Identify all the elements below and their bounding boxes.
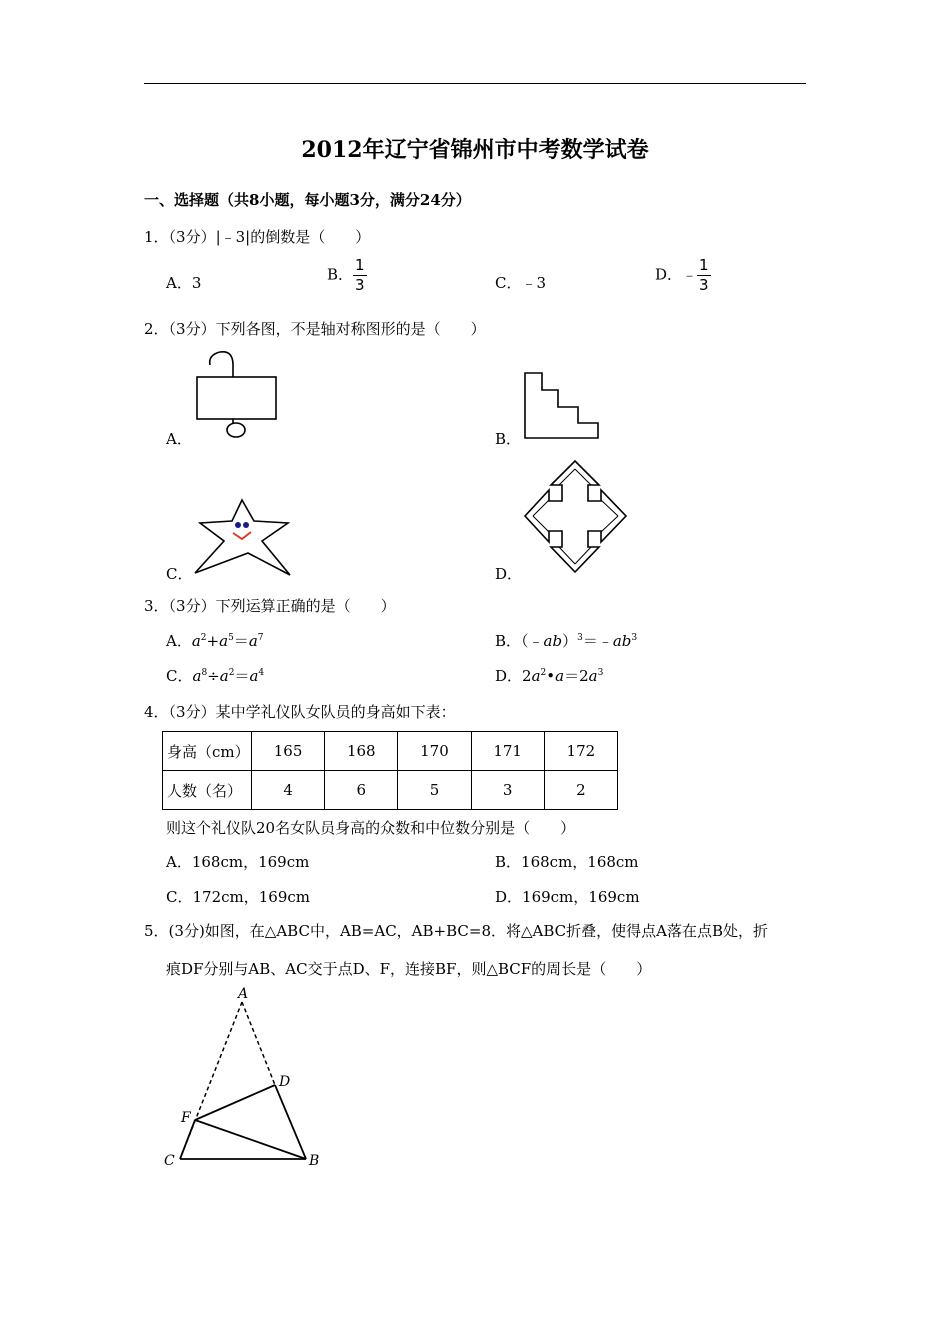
table-cell: 6	[325, 771, 398, 810]
q5-stem-line2: 痕DF分别与AB、AC交于点D、F，连接BF，则△BCF的周长是（ ）	[166, 960, 652, 978]
q1-option-d	[655, 258, 711, 293]
point-d-label: D	[279, 1074, 291, 1090]
table-header-height: 身高（cm）	[163, 732, 252, 771]
height-table	[162, 731, 618, 810]
q4-option-c: C．172cm，169cm	[166, 888, 310, 906]
hanger-figure	[180, 345, 290, 445]
table-cell: 170	[398, 732, 471, 771]
table-cell: 171	[471, 732, 544, 771]
q1-option-c: C．﹣3	[495, 274, 547, 292]
point-b-label: B	[309, 1153, 320, 1169]
q1-option-a: A．3	[166, 274, 202, 292]
table-cell: 168	[325, 732, 398, 771]
point-f-label: F	[181, 1110, 191, 1126]
triangle-fold-figure	[160, 985, 330, 1175]
q5-stem-line1: 5．(3分)如图，在△ABC中，AB=AC，AB+BC=8．将△ABC折叠，使得点A落在点B处，折	[144, 922, 768, 940]
q3-option-d: D．$2a^2•a=2a^3$	[495, 667, 604, 685]
q2-option-d-label: D．	[495, 565, 523, 583]
star-smile	[233, 532, 251, 539]
q4-stem: 4．（3分）某中学礼仪队女队员的身高如下表：	[144, 703, 456, 721]
q4-option-a: A．168cm，169cm	[166, 853, 310, 871]
q2-option-a-label: A．	[166, 430, 192, 448]
table-cell: 2	[544, 771, 617, 810]
point-c-label: C	[164, 1153, 175, 1169]
q1-option-b	[327, 258, 367, 293]
star-figure	[190, 495, 295, 580]
section-heading: 一、选择题（共8小题，每小题3分，满分24分）	[144, 191, 471, 209]
q1-option-d-fraction: $\frac{1}{3}$	[699, 256, 709, 294]
q2-stem: 2．（3分）下列各图，不是轴对称图形的是（ ）	[144, 320, 486, 338]
point-a-label: A	[238, 986, 249, 1002]
table-row	[163, 732, 618, 771]
table-cell: 5	[398, 771, 471, 810]
table-header-count: 人数（名）	[163, 771, 252, 810]
table-row	[163, 771, 618, 810]
table-cell: 3	[471, 771, 544, 810]
header-rule	[144, 83, 806, 84]
table-cell: 165	[252, 732, 325, 771]
q1-option-d-label: D．﹣	[655, 265, 698, 284]
table-cell: 172	[544, 732, 617, 771]
q4-question: 则这个礼仪队20名女队员身高的众数和中位数分别是（ ）	[166, 819, 576, 837]
q4-option-d: D．169cm，169cm	[495, 888, 640, 906]
q1-stem: 1．（3分）|﹣3|的倒数是（ ）	[144, 228, 371, 246]
q4-option-b: B．168cm，168cm	[495, 853, 639, 871]
q2-option-b-label: B．	[495, 430, 522, 448]
q3-option-a: A．$a^2+a^5=a^7$	[166, 632, 264, 650]
q1-option-b-label: B．	[327, 265, 354, 284]
q3-option-c: C．$a^8\div a^2=a^4$	[166, 667, 265, 685]
cross-arrows-figure	[522, 458, 632, 576]
table-cell: 4	[252, 771, 325, 810]
page-title: 2012年辽宁省锦州市中考数学试卷	[301, 137, 649, 163]
q1-option-b-fraction: $\frac{1}{3}$	[355, 256, 365, 294]
q3-stem: 3．（3分）下列运算正确的是（ ）	[144, 597, 396, 615]
q2-option-c-label: C．	[166, 565, 193, 583]
star-right-eye	[243, 522, 249, 528]
q3-option-b: B．$(﹣ab)^3=﹣ab^3$	[495, 632, 638, 650]
staircase-figure	[520, 370, 605, 445]
star-left-eye	[235, 522, 241, 528]
